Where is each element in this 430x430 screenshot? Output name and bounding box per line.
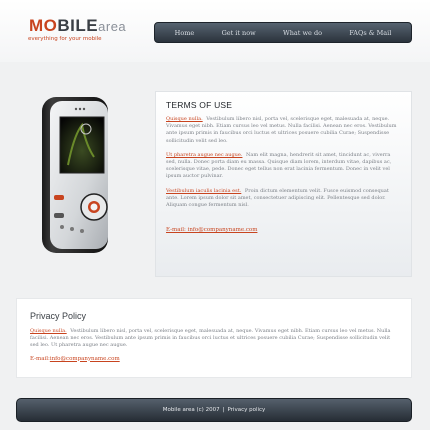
footer-privacy-link[interactable]: Privacy policy <box>227 407 266 413</box>
nav-what-we-do[interactable]: What we do <box>283 28 323 37</box>
terms-paragraph <box>166 188 401 210</box>
privacy-email <box>30 356 398 362</box>
footer <box>16 398 412 422</box>
nav-get-it-now[interactable]: Get it now <box>221 28 256 37</box>
privacy-email-label: E-mail: <box>30 355 50 362</box>
privacy-title: Privacy Policy <box>30 311 87 321</box>
terms-title: TERMS OF USE <box>166 100 233 110</box>
privacy-paragraph <box>30 328 398 350</box>
footer-copyright: Mobile area (c) 2007 <box>162 407 220 413</box>
logo-o: O <box>43 16 58 35</box>
terms-panel <box>155 91 412 277</box>
privacy-section <box>16 298 412 378</box>
footer-separator: | <box>222 407 225 413</box>
privacy-email-link[interactable]: info@companyname.com <box>49 355 120 362</box>
terms-paragraph <box>166 152 401 181</box>
logo-m: M <box>29 16 44 35</box>
terms-lead-link[interactable]: Ut pharetra augue nec augue. <box>166 151 243 158</box>
tagline: everything for your mobile <box>28 36 102 42</box>
phone-image <box>38 95 110 255</box>
terms-text: Nam elit magna, hendrerit sit amet, tincidunt ac, viverra sed, nulla. Donec porta diam eu massa. Quisque diam lorem, interdum vitae, dapibus ac, scelerisque vitae, pede. Donec eget tellus non erat lacinia fermentum. Donec in velit vel ipsum auctor pulvinar. <box>166 151 392 180</box>
main-nav <box>154 22 412 43</box>
terms-lead-link[interactable]: Vestibulum iaculis lacinia est. <box>166 187 242 194</box>
terms-text: Proin dictum elementum velit. Fusce euismod consequat ante. Lorem ipsum dolor sit amet, consectetuer adipiscing elit. Pellentesque sed dolor. Aliquam congue fermentum nisl. <box>166 187 389 209</box>
logo[interactable] <box>29 16 126 36</box>
privacy-text: Vestibulum libero nisl, porta vel, scelerisque eget, malesuada at, neque. Vivamus eget nibh. Etiam cursus leo vel metus. Nulla facilisi. Aenean nec eros. Vestibulum ante ipsum primis in faucibus orci luctus et ultrices posuere cubilia Curae; Suspendisse sollicitudin velit sed leo. Ut pharetra augue nec augue. <box>30 328 391 349</box>
terms-email-link[interactable]: E-mail: info@companyname.com <box>166 227 258 234</box>
nav-home[interactable]: Home <box>174 28 195 37</box>
logo-area: area <box>98 19 127 34</box>
logo-bile: BILE <box>57 16 99 35</box>
header <box>0 0 430 62</box>
terms-lead-link[interactable]: Quisque nulla. <box>166 116 203 122</box>
nav-faqs-mail[interactable]: FAQs & Mail <box>349 28 392 37</box>
privacy-lead-link[interactable]: Quisque nulla. <box>30 328 67 334</box>
terms-paragraph <box>166 116 401 145</box>
terms-text: Vestibulum libero nisl, porta vel, scelerisque eget, malesuada at, neque. Vivamus eget nibh. Etiam cursus leo vel metus. Nulla facilisi. Aenean nec eros. Vestibulum ante ipsum primis in faucibus orci luctus et ultrices posuere cubilia Curae; Suspendisse sollicitudin velit sed leo. <box>166 116 397 144</box>
